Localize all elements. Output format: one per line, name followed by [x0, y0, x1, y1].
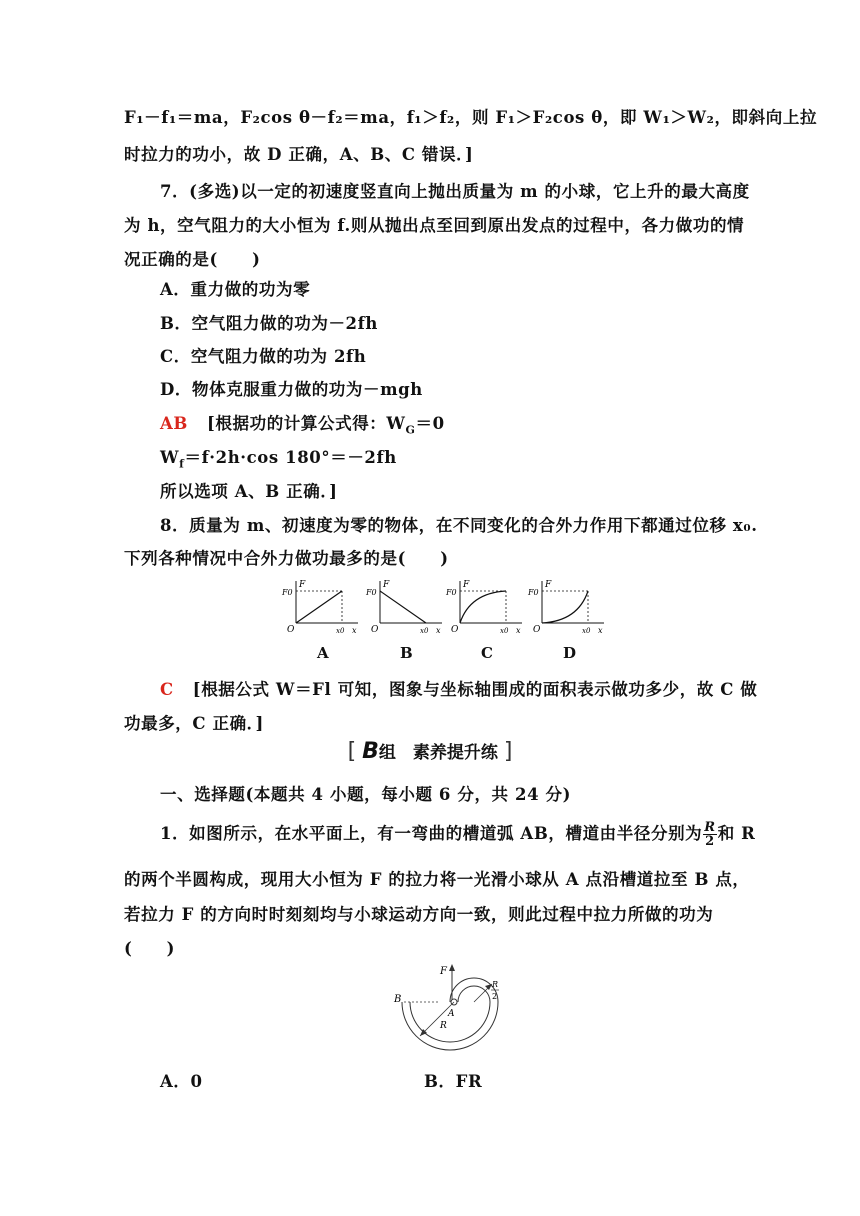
- svg-text:x0: x0: [420, 627, 429, 635]
- groove-diagram: [390, 962, 520, 1062]
- svg-text:x0: x0: [500, 627, 509, 635]
- question-1-stem: 若拉力 F 的方向时时刻刻均与小球运动方向一致，则此过程中拉力所做的功为: [124, 905, 714, 924]
- svg-text:F0: F0: [366, 588, 377, 597]
- answer-8: C [根据公式 W＝Fl 可知，图象与坐标轴围成的面积表示做功多少，故 C 做: [160, 680, 758, 699]
- question-7-stem: 况正确的是( ): [124, 250, 261, 269]
- svg-text:F0: F0: [528, 588, 539, 597]
- graph-label-b: B: [400, 644, 413, 662]
- answer-7: AB [根据功的计算公式得：$W_G=0$: [160, 414, 445, 437]
- option-b: B．空气阻力做的功为－2fh: [160, 314, 378, 333]
- svg-text:x0: x0: [336, 627, 345, 635]
- answer-7-line: $W_f=f\cdot 2h\cdot\cos$ 180°＝－2fh: [160, 448, 397, 471]
- svg-text:x: x: [352, 626, 357, 635]
- graph-b: [365, 580, 442, 635]
- option-a: A．重力做的功为零: [160, 280, 311, 299]
- question-1-stem: 1．如图所示，在水平面上，有一弯曲的槽道弧 AB，槽道由半径分别为 $\frac{R}{2}$ 和 R: [160, 820, 756, 849]
- answer-7-line: 所以选项 A、B 正确．]: [160, 482, 338, 501]
- graph-d: [527, 580, 604, 635]
- svg-text:O: O: [533, 625, 541, 635]
- graph-a: [281, 580, 358, 635]
- graph-label-c: C: [481, 644, 493, 662]
- part-heading: 一、选择题(本题共 4 小题，每小题 6 分，共 24 分): [160, 785, 572, 804]
- svg-text:x: x: [516, 626, 521, 635]
- answer-8-line: 功最多，C 正确．]: [124, 714, 264, 733]
- svg-text:F: F: [545, 580, 552, 590]
- option-b: B．FR: [424, 1072, 483, 1091]
- svg-text:F: F: [383, 580, 390, 590]
- section-header: [ B组 素养提升练 ]: [347, 739, 513, 764]
- text-line: 时拉力的功小，故 D 正确，A、B、C 错误．]: [124, 145, 474, 164]
- graph-label-d: D: [563, 644, 577, 662]
- question-7-stem: 7．(多选)以一定的初速度竖直向上抛出质量为 m 的小球，它上升的最大高度: [160, 182, 750, 201]
- svg-text:O: O: [451, 625, 459, 635]
- answer-key: C: [160, 680, 174, 699]
- svg-text:F0: F0: [282, 588, 293, 597]
- graph-label-a: A: [317, 644, 329, 662]
- question-8-stem: 8．质量为 m、初速度为零的物体，在不同变化的合外力作用下都通过位移 x₀.: [160, 516, 758, 535]
- svg-text:F: F: [440, 966, 447, 977]
- graph-c: [445, 580, 522, 635]
- svg-text:O: O: [371, 625, 379, 635]
- svg-text:F0: F0: [446, 588, 457, 597]
- svg-text:F: F: [299, 580, 306, 590]
- svg-text:O: O: [287, 625, 295, 635]
- svg-text:F: F: [463, 580, 470, 590]
- question-7-stem: 为 h，空气阻力的大小恒为 f.则从抛出点至回到原出发点的过程中，各力做功的情: [124, 216, 745, 235]
- force-graphs-figure: [280, 575, 620, 635]
- svg-text:x: x: [436, 626, 441, 635]
- answer-key: AB: [160, 414, 188, 433]
- question-1-stem: ( ): [124, 939, 176, 958]
- question-1-stem: 的两个半圆构成，现用大小恒为 F 的拉力将一光滑小球从 A 点沿槽道拉至 B 点，: [124, 870, 750, 889]
- question-8-stem: 下列各种情况中合外力做功最多的是( ): [124, 549, 449, 568]
- text-line: F₁－f₁＝ma，F₂cos θ－f₂＝ma，f₁＞f₂，则 F₁＞F₂cos θ，即 W₁＞W₂，即斜向上拉: [124, 108, 818, 127]
- svg-text:x: x: [598, 626, 603, 635]
- option-d: D．物体克服重力做的功为－mgh: [160, 380, 423, 399]
- svg-text:B: B: [394, 994, 402, 1005]
- option-c: C．空气阻力做的功为 2fh: [160, 347, 367, 366]
- option-a: A．0: [160, 1072, 203, 1091]
- svg-text:R: R: [492, 980, 499, 989]
- svg-text:R: R: [440, 1021, 447, 1031]
- svg-text:x0: x0: [582, 627, 591, 635]
- svg-text:2: 2: [492, 992, 498, 1001]
- svg-text:A: A: [448, 1009, 455, 1019]
